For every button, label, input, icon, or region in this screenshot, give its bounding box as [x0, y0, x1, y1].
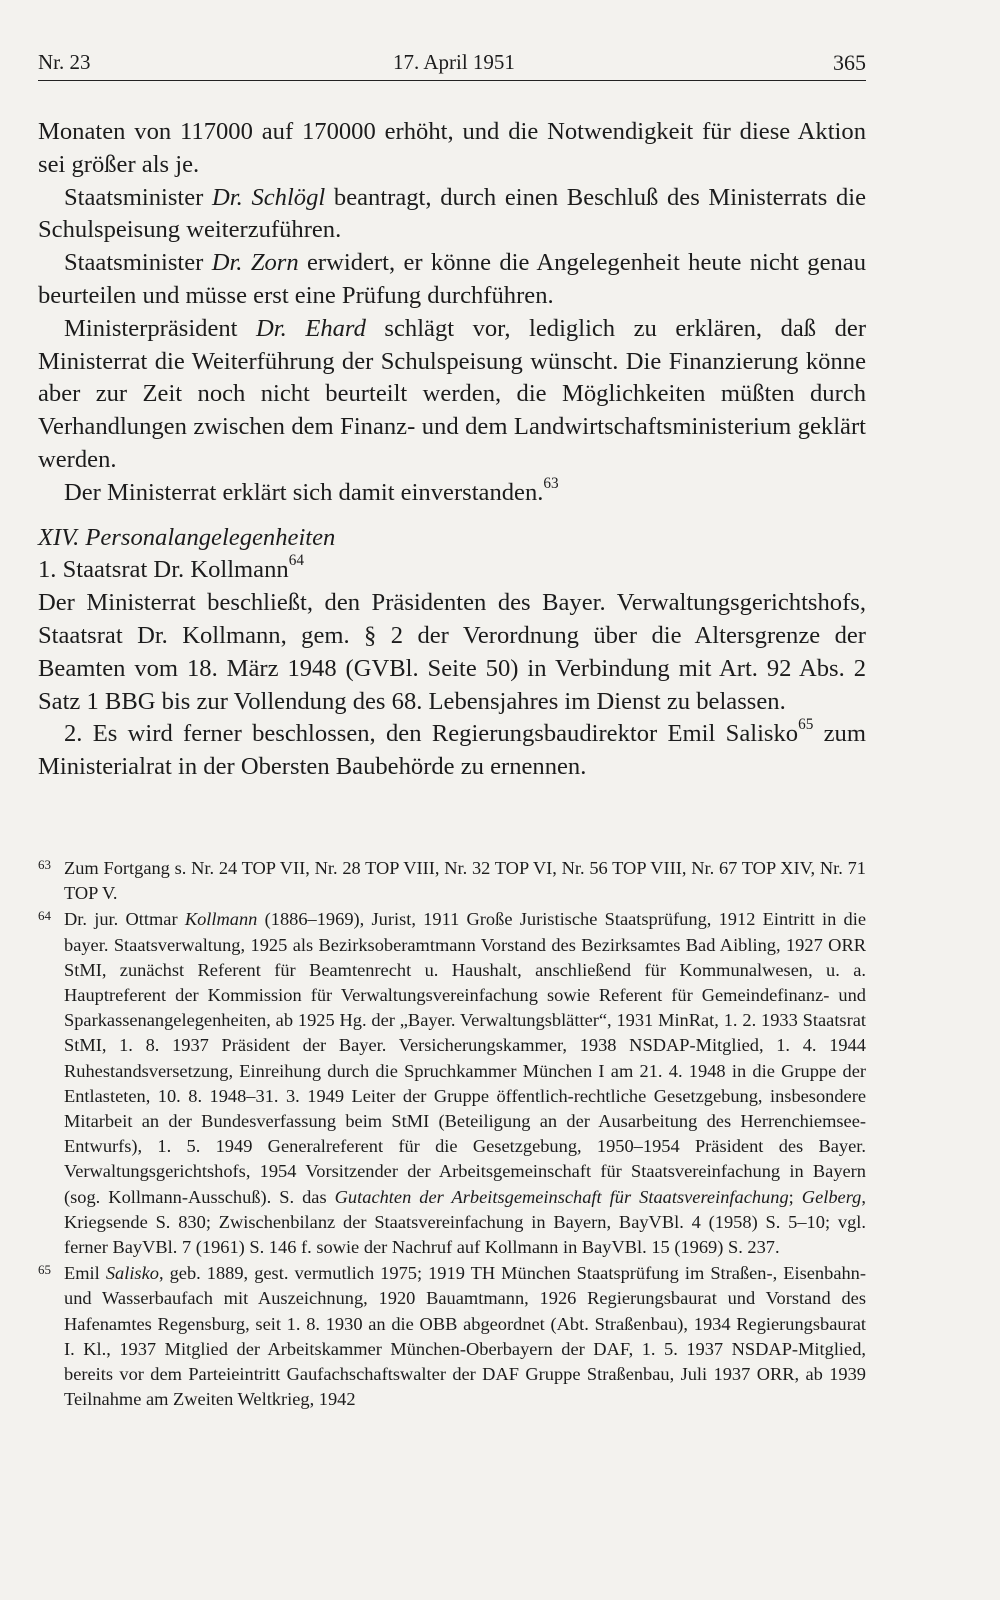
paragraph: Staatsminister Dr. Zorn erwidert, er könne die Angelegenheit heute nicht genau beurteilen und müsse erst eine Prüfung durchführen. [38, 249, 867, 309]
page-number: 365 [833, 50, 866, 75]
paragraph: Ministerpräsident Dr. Ehard schlägt vor, lediglich zu erklären, daß der Ministerrat die Weiterführung der Schulspeisung wünscht. Die Finanzierung könne aber zur Zeit noch nicht beurteilt werden, die Möglichkeiten müßten durch Verhandlungen zwischen dem Finanz- und dem Landwirtschaftsministerium geklärt werden. [38, 314, 867, 473]
paragraph: 2. Es wird ferner beschlossen, den Regierungsbaudirektor Emil Salisko$^{65}$ zum Ministerialrat in der Obersten Baubehörde zu ernennen. [38, 716, 866, 781]
footnote-ref: 65 [798, 716, 814, 734]
item-heading: 1. Staatsrat Dr. Kollmann$^{64}$ [38, 552, 304, 584]
document-number: Nr. 23 [38, 50, 91, 74]
person-name: Schlögl [251, 183, 326, 211]
work-title: Gutachten der Arbeitsgemeinschaft für Staatsvereinfachung [334, 1186, 789, 1207]
paragraph: Staatsminister Dr. Schlögl beantragt, durch einen Beschluß des Ministerrats die Schulspeisung weiterzuführen. [38, 183, 866, 244]
person-name: Ehard [305, 314, 366, 342]
footnote: 63 Zum Fortgang s. Nr. 24 TOP VII, Nr. 28 TOP VIII, Nr. 32 TOP VI, Nr. 56 TOP VIII, Nr. 67 TOP XIV, Nr. 71 TOP V. [38, 856, 866, 906]
footnote: 65 Emil Salisko, geb. 1889, gest. vermutlich 1975; 1919 TH München Staatsprüfung im Straßen-, Eisenbahn- und Wasserbaufach mit Auszeichnung, 1920 Bauamtmann, 1926 Regierungsbaurat und Vorstand des Hafenamtes Regensburg, seit 1. 8. 1930 an die OBB abgeordnet (Abt. Straßenbau), 1934 Regierungsbaurat I. Kl., 1937 Mitglied der Arbeitskammer München-Oberbayern der DAF, 1. 5. 1937 NSDAP-Mitglied, bereits vor dem Parteieintritt Gaufachschaftswalter der DAF Gruppe Straßenbau, Juli 1937 ORR, ab 1939 Teilnahme am Zweiten Weltkrieg, 1942 [38, 1261, 866, 1412]
author-name: Gelberg [801, 1186, 862, 1207]
section-heading: XIV. Personalangelegenheiten [38, 523, 336, 551]
paragraph: Der Ministerrat beschließt, den Präsidenten des Bayer. Verwaltungsgerichtshofs, Staatsrat Dr. Kollmann, gem. § 2 der Verordnung über die Altersgrenze der Beamten vom 18. März 1948 (GVBl. Seite 50) in Verbindung mit Art. 92 Abs. 2 Satz 1 BBG bis zur Vollendung des 68. Lebensjahres im Dienst zu belassen. [38, 589, 866, 715]
paragraph: Der Ministerrat erklärt sich damit einverstanden.$^{63}$ [64, 474, 559, 506]
footnote-number: 63 [38, 857, 51, 872]
main-text [38, 116, 866, 784]
footnote-ref: 63 [543, 474, 559, 492]
meeting-date: 17. April 1951 [393, 50, 515, 74]
person-name: Kollmann [184, 909, 258, 930]
footnote-number: 64 [38, 908, 51, 924]
paragraph: Monaten von 117000 auf 170000 erhöht, und die Notwendigkeit für diese Aktion sei größer als je. [38, 118, 866, 178]
footnote-ref: 64 [288, 552, 304, 570]
footnote: 64 Dr. jur. Ottmar Kollmann (1886–1969), Jurist, 1911 Große Juristische Staatsprüfung, 1912 Eintritt in die bayer. Staatsverwaltung, 1925 als Bezirksoberamtmann Vorstand des Bezirksamtes Bad Aibling, 1927 ORR StMI, zunächst Referent für Beamtenrecht u. Haushalt, anschließend für Kommunalwesen, u. a. Hauptreferent der Kommission für Verwaltungsvereinfachung sowie Referent für Gemeindefinanz- und Sparkassenangelegenheiten, ab 1925 Hg. der „Bayer. Verwaltungsblätter“, 1931 MinRat, 1. 2. 1933 Staatsrat StMI, 1. 8. 1937 Präsident der Bayer. Versicherungskammer, 1938 NSDAP-Mitglied, 1. 4. 1944 Ruhestandsversetzung, Einreihung durch die Spruchkammer München I am 21. 4. 1948 in die Gruppe der Entlasteten, 10. 8. 1948–31. 3. 1949 Leiter der Gruppe öffentlich-rechtliche Gesetzgebung, insbesondere Mitarbeit an der Bundesverfassung beim StMI (Beteiligung an der Ausarbeitung des Herrenchiemsee-Entwurfs), 1. 5. 1949 Generalreferent für die Gesetzgebung, 1950–1954 Präsident des Bayer. Verwaltungsgerichtshofs, 1954 Vorsitzender der Arbeitsgemeinschaft für Staatsvereinfachung in Bayern (sog. Kollmann-Ausschuß). S. das Gutachten der Arbeitsgemeinschaft für Staatsvereinfachung; Gelberg, Kriegsende S. 830; Zwischenbilanz der Staatsvereinfachung in Bayern, BayVBl. 4 (1958) S. 5–10; vgl. ferner BayVBl. 7 (1961) S. 146 f. sowie der Nachruf auf Kollmann in BayVBl. 15 (1969) S. 237. [38, 907, 866, 1260]
person-name: Salisko [105, 1263, 159, 1284]
running-header [38, 46, 866, 81]
footnotes [38, 856, 866, 1413]
person-name: Zorn [250, 249, 299, 277]
footnote-number: 65 [38, 1262, 51, 1278]
